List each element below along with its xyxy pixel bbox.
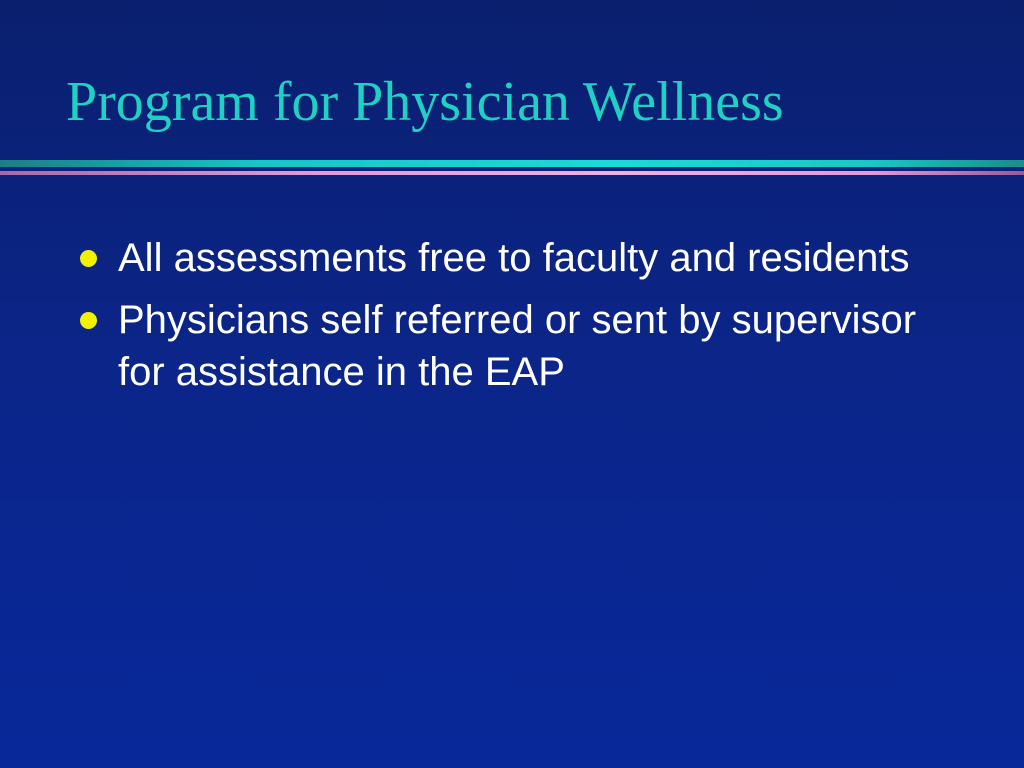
bullet-dot-icon: [80, 250, 97, 267]
bullet-text: All assessments free to faculty and residents: [118, 236, 910, 280]
bullet-item: [80, 294, 920, 398]
title-divider-teal: [0, 160, 1024, 167]
slide-title: Program for Physician Wellness: [66, 71, 784, 133]
title-divider-pink: [0, 171, 1024, 175]
bullet-dot-icon: [80, 312, 97, 329]
bullet-item: [80, 232, 920, 284]
bullet-text: Physicians self referred or sent by supervisor for assistance in the EAP: [118, 298, 917, 394]
bullet-list: [80, 232, 920, 408]
